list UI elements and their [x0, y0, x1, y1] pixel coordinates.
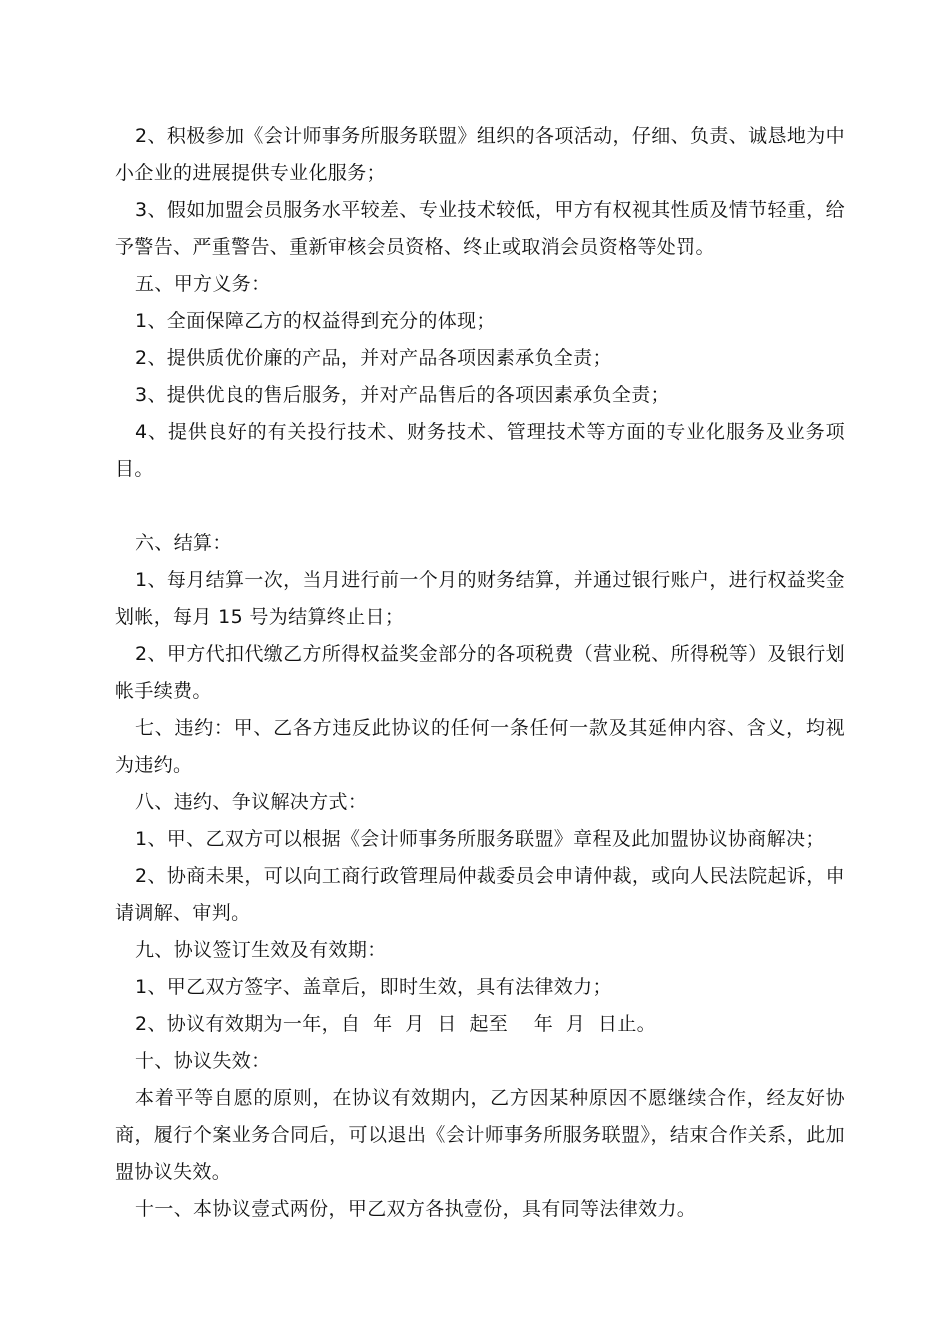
- paragraph: 4、提供良好的有关投行技术、财务技术、管理技术等方面的专业化服务及业务项目。: [115, 421, 845, 480]
- paragraph: 1、甲、乙双方可以根据《会计师事务所服务联盟》章程及此加盟协议协商解决；: [135, 828, 825, 850]
- section-heading: 九、协议签订生效及有效期：: [135, 939, 387, 961]
- section-heading: 五、甲方义务：: [135, 273, 271, 295]
- paragraph: 1、全面保障乙方的权益得到充分的体现；: [135, 310, 496, 332]
- section-heading: 七、违约：甲、乙各方违反此协议的任何一条任何一款及其延伸内容、含义，均视为违约。: [115, 717, 845, 776]
- paragraph: 1、每月结算一次，当月进行前一个月的财务结算，并通过银行账户，进行权益奖金划帐，每月 15 号为结算终止日；: [115, 569, 845, 628]
- section-heading: 十、协议失效：: [135, 1050, 271, 1072]
- section-heading: 六、结算：: [135, 532, 232, 554]
- paragraph: 3、假如加盟会员服务水平较差、专业技术较低，甲方有权视其性质及情节轻重，给予警告、严重警告、重新审核会员资格、终止或取消会员资格等处罚。: [115, 199, 845, 258]
- paragraph: 2、协议有效期为一年，自 年 月 日 起至 年 月 日止。: [135, 1013, 657, 1035]
- document-page: [115, 118, 845, 1228]
- paragraph: 1、甲乙双方签字、盖章后，即时生效，具有法律效力；: [135, 976, 612, 998]
- paragraph: 十一、本协议壹式两份，甲乙双方各执壹份，具有同等法律效力。: [135, 1198, 697, 1220]
- paragraph: 2、协商未果，可以向工商行政管理局仲裁委员会申请仲裁，或向人民法院起诉，申请调解、审判。: [115, 865, 845, 924]
- paragraph: 2、甲方代扣代缴乙方所得权益奖金部分的各项税费（营业税、所得税等）及银行划帐手续费。: [115, 643, 845, 702]
- blank-line: [115, 488, 845, 525]
- paragraph: 3、提供优良的售后服务，并对产品售后的各项因素承负全责；: [135, 384, 670, 406]
- paragraph: 2、提供质优价廉的产品，并对产品各项因素承负全责；: [135, 347, 612, 369]
- section-heading: 八、违约、争议解决方式：: [135, 791, 368, 813]
- paragraph: 2、积极参加《会计师事务所服务联盟》组织的各项活动，仔细、负责、诚恳地为中小企业的进展提供专业化服务；: [115, 125, 845, 184]
- paragraph: 本着平等自愿的原则，在协议有效期内，乙方因某种原因不愿继续合作，经友好协商，履行个案业务合同后，可以退出《会计师事务所服务联盟》，结束合作关系，此加盟协议失效。: [115, 1087, 845, 1183]
